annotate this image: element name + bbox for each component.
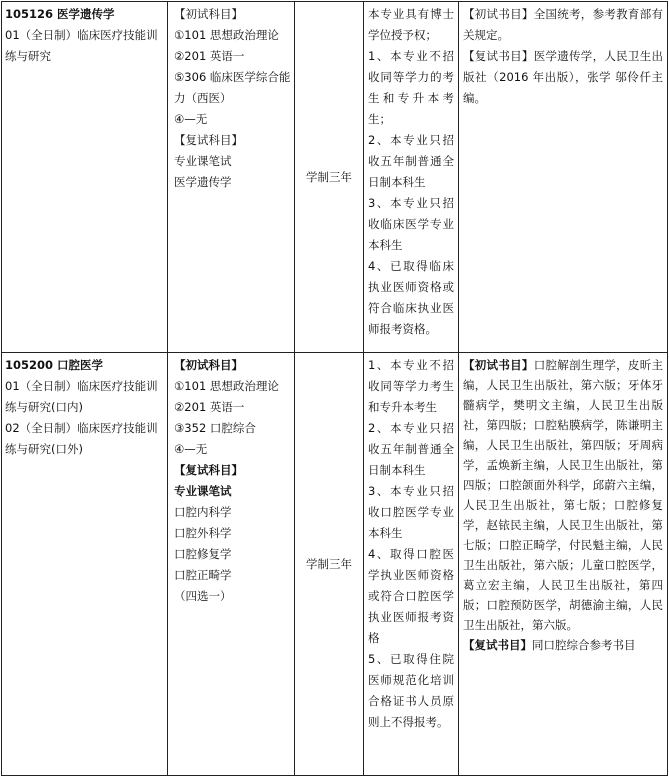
- book-text: 全国统考，参考教育部有关规定。: [463, 7, 663, 42]
- retest-item: 口腔正畸学: [174, 568, 232, 582]
- book-text: 口腔解剖生理学，皮昕主编，人民卫生出版社，第六版；牙体牙髓病学，樊明文主编，人民卫生出版社，第四版；口腔粘膜病学，陈谦明主编，人民卫生出版社，第四版；牙周病学，孟焕新主编，人民卫生出版社，第四版；口腔颌面外科学，邱蔚六主编，人民卫生出版社，第七版；口腔修复学，赵铱民主编，人民卫生出版社，第七版；口腔正畸学，付民魁主编，人民卫生出版社，第六版；儿童口腔医学，葛立宏主编，人民卫生出版社，第四版；口腔预防医学，胡德渝主编，人民卫生出版社，第六版。: [463, 358, 663, 632]
- subjects-cell: [168, 353, 295, 776]
- subject-item: ⑤306 临床医学综合能力（西医）: [174, 70, 291, 105]
- major-code-name: 105200 口腔医学: [5, 358, 104, 372]
- subject-item: ③352 口腔综合: [174, 421, 256, 435]
- requirement-item: 1、本专业不招收同等学力的考生和专升本考生；: [368, 49, 454, 126]
- retest-item: 医学遗传学: [174, 175, 232, 189]
- table-row: [2, 2, 668, 353]
- subject-item: ④—无: [174, 112, 208, 126]
- book-entry: [463, 355, 663, 635]
- retest-written-exam: 专业课笔试: [174, 484, 232, 498]
- initial-subjects-header: 【初试科目】: [174, 358, 243, 372]
- retest-item: （四选一）: [174, 589, 232, 603]
- books-cell: [459, 2, 668, 353]
- duration-text: 学制三年: [306, 169, 352, 184]
- book-label: 【初试书目】: [463, 358, 534, 372]
- subject-item: ②201 英语一: [174, 49, 245, 63]
- subject-item: ①101 思想政治理论: [174, 379, 279, 393]
- requirement-item: 3、本专业只招收临床医学专业本科生: [368, 196, 454, 252]
- requirement-item: 本专业具有博士学位授予权；: [368, 7, 454, 42]
- retest-item: 专业课笔试: [174, 154, 232, 168]
- requirement-item: 2、本专业只招收五年制普通全日制本科生: [368, 133, 454, 189]
- duration-cell: [295, 2, 364, 353]
- book-label: 【复试书目】: [463, 49, 534, 63]
- requirements-cell: [364, 2, 459, 353]
- subject-item: ①101 思想政治理论: [174, 28, 279, 42]
- requirement-item: 5、已取得住院医师规范化培训合格证书人员原则上不得报考。: [368, 652, 454, 729]
- direction-item: 01（全日制）临床医疗技能训练与研究: [5, 28, 158, 63]
- book-entry: [463, 46, 663, 109]
- retest-item: 口腔外科学: [174, 526, 232, 540]
- requirement-item: 2、本专业只招收五年制普通全日制本科生: [368, 421, 454, 477]
- book-label: 【初试书目】: [463, 7, 534, 21]
- table-row: [2, 353, 668, 776]
- major-code-name: 105126 医学遗传学: [5, 7, 115, 21]
- duration-text: 学制三年: [306, 556, 352, 571]
- requirements-cell: [364, 353, 459, 776]
- subject-item: ④—无: [174, 442, 208, 456]
- retest-subjects-header: 【复试科目】: [174, 133, 243, 147]
- book-entry: [463, 635, 663, 655]
- retest-item: 口腔内科学: [174, 505, 232, 519]
- retest-subjects-header: 【复试科目】: [174, 463, 243, 477]
- requirement-item: 4、取得口腔医学执业医师资格或符合口腔医学执业医师报考资格: [368, 547, 454, 645]
- direction-item: 02（全日制）临床医疗技能训练与研究(口外): [5, 421, 158, 456]
- admissions-table: [1, 1, 668, 776]
- requirement-item: 3、本专业只招收口腔医学专业本科生: [368, 484, 454, 540]
- books-cell: [459, 353, 668, 776]
- initial-subjects-header: 【初试科目】: [174, 7, 243, 21]
- retest-item: 口腔修复学: [174, 547, 232, 561]
- subjects-cell: [168, 2, 295, 353]
- subject-item: ②201 英语一: [174, 400, 245, 414]
- book-text: 同口腔综合参考书目: [532, 638, 636, 652]
- major-cell: [2, 2, 168, 353]
- book-entry: [463, 4, 663, 46]
- requirement-item: 4、已取得临床执业医师资格或符合临床执业医师报考资格。: [368, 259, 454, 336]
- direction-item: 01（全日制）临床医疗技能训练与研究(口内): [5, 379, 158, 414]
- requirement-item: 1、本专业不招收同等学力考生和专升本考生: [368, 358, 454, 414]
- book-text: 医学遗传学，人民卫生出版社（2016 年出版），张学 邬伶仟主编。: [463, 49, 663, 105]
- duration-cell: [295, 353, 364, 776]
- major-cell: [2, 353, 168, 776]
- book-label: 【复试书目】: [463, 638, 532, 652]
